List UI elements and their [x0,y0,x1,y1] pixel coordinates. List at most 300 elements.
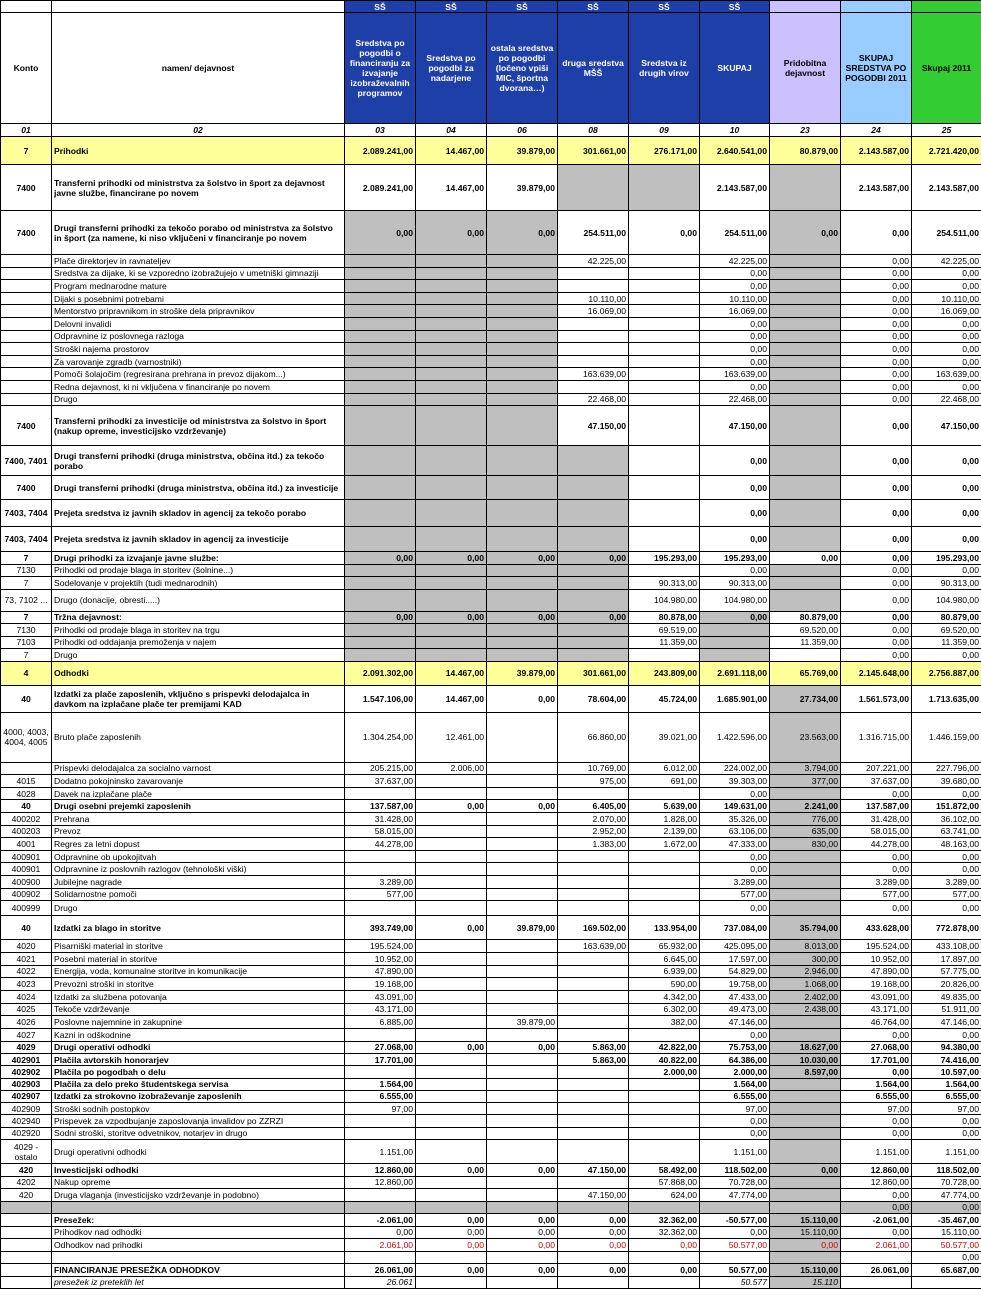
amount-cell: 19.758,00 [700,978,770,991]
amount-cell: 10.030,00 [770,1053,841,1065]
amount-cell [487,863,558,876]
amount-cell [770,380,841,393]
amount-cell [770,527,841,552]
amount-cell: 47.774,00 [700,1189,770,1202]
table-row [1,965,981,978]
amount-cell: 195.293,00 [629,552,700,565]
amount-cell: 0,00 [912,330,981,343]
amount-cell: 195.293,00 [912,552,981,565]
amount-cell: 80.879,00 [770,611,841,624]
amount-cell: 69.519,00 [629,624,700,637]
amount-cell: 195.293,00 [700,552,770,565]
amount-cell: 50.577 [700,1276,770,1289]
amount-cell: 10.110,00 [558,292,629,305]
description-cell: Prispevki delodajalca za socialno varnost [52,762,345,775]
amount-cell: 37.637,00 [841,775,912,788]
table-row [1,978,981,991]
amount-cell: 45.724,00 [629,685,700,712]
amount-cell: 6.885,00 [345,1016,416,1029]
description-cell: Izdatki za strokovno izobraževanje zaposlenih [52,1090,345,1102]
table-row [1,1276,981,1289]
amount-cell: 43.171,00 [841,1003,912,1016]
konto-cell: 4024 [1,990,52,1003]
amount-cell [487,280,558,293]
amount-cell [416,1016,487,1029]
amount-cell: 2.061,00 [841,1239,912,1252]
amount-cell: 12.860,00 [841,1176,912,1189]
amount-cell: 1.564,00 [345,1078,416,1090]
amount-cell [629,393,700,406]
amount-cell: 0,00 [841,1066,912,1078]
amount-cell: 0,00 [912,267,981,280]
amount-cell: 94.380,00 [912,1041,981,1053]
amount-cell: 2.946,00 [770,965,841,978]
amount-cell [700,1201,770,1214]
amount-cell: 66.860,00 [558,712,629,762]
amount-cell: 58.015,00 [345,825,416,838]
amount-cell [629,1115,700,1127]
amount-cell [416,1201,487,1214]
amount-cell: 195.524,00 [841,940,912,953]
amount-cell [345,649,416,662]
amount-cell [416,813,487,826]
amount-cell: 5.863,00 [558,1053,629,1065]
table-row [1,1201,981,1214]
table-row [1,564,981,577]
amount-cell: 19.168,00 [345,978,416,991]
amount-cell: 10.110,00 [912,292,981,305]
amount-cell [629,888,700,901]
amount-cell [416,446,487,476]
amount-cell [416,875,487,888]
amount-cell: 47.150,00 [912,406,981,446]
amount-cell: 1.068,00 [770,978,841,991]
amount-cell [629,165,700,211]
table-row [1,1090,981,1102]
konto-cell [1,1276,52,1289]
table-row [1,380,981,393]
amount-cell: 0,00 [841,500,912,527]
description-cell: Sodni stroški, storitve odvetnikov, notarjev in drugo [52,1127,345,1139]
table-row [1,813,981,826]
amount-cell [558,990,629,1003]
amount-cell: 54.829,00 [700,965,770,978]
description-cell: Stroški najema prostorov [52,343,345,356]
amount-cell [416,1003,487,1016]
amount-cell [558,1103,629,1115]
amount-cell: 0,00 [416,211,487,255]
description-cell: Davek na izplačane plače [52,787,345,800]
amount-cell: 0,00 [841,343,912,356]
amount-cell [558,527,629,552]
amount-cell [487,343,558,356]
amount-cell [558,888,629,901]
table-row [1,775,981,788]
amount-cell: 0,00 [629,1264,700,1277]
description-cell: Poslovne najemnine in zakupnine [52,1016,345,1029]
amount-cell [416,355,487,368]
konto-cell [1,255,52,268]
amount-cell [487,775,558,788]
amount-cell [487,940,558,953]
amount-cell: 0,00 [912,446,981,476]
amount-cell: 0,00 [487,611,558,624]
amount-cell [487,624,558,637]
konto-cell: 7403, 7404 [1,500,52,527]
amount-cell: 39.879,00 [487,916,558,940]
amount-cell [629,305,700,318]
column-number: 02 [52,124,345,137]
amount-cell: 47.146,00 [700,1016,770,1029]
amount-cell: 43.171,00 [345,1003,416,1016]
amount-cell: 104.980,00 [912,589,981,611]
amount-cell: 0,00 [841,368,912,381]
amount-cell [416,850,487,863]
amount-cell: 0,00 [912,564,981,577]
description-cell: Posebni material in storitve [52,952,345,965]
konto-cell: 7400 [1,165,52,211]
amount-cell [558,636,629,649]
description-cell: Prevozni stroški in storitve [52,978,345,991]
amount-cell: 0,00 [700,1028,770,1041]
amount-cell: 0,00 [912,1251,981,1264]
amount-cell [416,330,487,343]
amount-cell: 1.151,00 [841,1140,912,1164]
amount-cell: 0,00 [841,406,912,446]
konto-cell [1,267,52,280]
amount-cell: 118.502,00 [700,1164,770,1177]
amount-cell [416,775,487,788]
table-row [1,1078,981,1090]
amount-cell [629,330,700,343]
amount-cell: 301.661,00 [558,661,629,685]
amount-cell [416,564,487,577]
amount-cell: 300,00 [770,952,841,965]
amount-cell [487,1003,558,1016]
amount-cell [558,1201,629,1214]
amount-cell [770,476,841,500]
amount-cell: 1.828,00 [629,813,700,826]
amount-cell: 3.289,00 [700,875,770,888]
amount-cell: 151.872,00 [912,800,981,813]
description-cell: Investicijski odhodki [52,1164,345,1177]
table-row [1,137,981,165]
amount-cell [700,649,770,662]
konto-cell: 7 [1,611,52,624]
konto-cell: 402901 [1,1053,52,1065]
amount-cell: 23.563,00 [770,712,841,762]
amount-cell [416,965,487,978]
amount-cell: 0,00 [700,343,770,356]
amount-cell [558,343,629,356]
amount-cell: 137.587,00 [345,800,416,813]
amount-cell: 0,00 [345,611,416,624]
amount-cell [558,1090,629,1102]
amount-cell: 0,00 [841,280,912,293]
amount-cell: 2.438,00 [770,1003,841,1016]
table-row [1,1003,981,1016]
amount-cell [770,1251,841,1264]
amount-cell: 2.952,00 [558,825,629,838]
amount-cell [770,355,841,368]
amount-cell [487,1189,558,1202]
amount-cell [416,888,487,901]
amount-cell [345,393,416,406]
amount-cell [416,940,487,953]
amount-cell: 22.468,00 [558,393,629,406]
amount-cell: 15.110 [770,1276,841,1289]
amount-cell [770,787,841,800]
amount-cell: 0,00 [841,1226,912,1239]
amount-cell: 18.627,00 [770,1041,841,1053]
amount-cell [770,446,841,476]
amount-cell: 80.878,00 [629,611,700,624]
amount-cell: 2.756.887,00 [912,661,981,685]
table-row [1,355,981,368]
amount-cell [629,787,700,800]
amount-cell: 17.701,00 [345,1053,416,1065]
amount-cell: 0,00 [912,863,981,876]
amount-cell: 1.564,00 [700,1078,770,1090]
description-cell: Drugi transferni prihodki (druga ministrstva, občina itd.) za investicije [52,476,345,500]
description-cell: Sodelovanje v projektih (tudi mednarodnih) [52,577,345,590]
description-cell: Sredstva za dijake, ki se vzporedno izobražujejo v umetniški gimnaziji [52,267,345,280]
amount-cell: 11.359,00 [629,636,700,649]
description-cell: Pisarniški material in storitve [52,940,345,953]
amount-cell [487,1103,558,1115]
amount-cell [629,317,700,330]
table-row [1,1127,981,1139]
amount-cell: 2.089.241,00 [345,165,416,211]
amount-cell [416,1115,487,1127]
amount-cell: 1.446.159,00 [912,712,981,762]
amount-cell [629,1201,700,1214]
amount-cell: 0,00 [841,901,912,916]
amount-cell: 0,00 [700,355,770,368]
amount-cell: 0,00 [912,1028,981,1041]
table-row [1,916,981,940]
amount-cell: 14.467,00 [416,685,487,712]
table-row [1,875,981,888]
amount-cell: 97,00 [841,1103,912,1115]
header-top-skupaj [912,1,981,13]
amount-cell [629,343,700,356]
konto-cell: 4000, 4003, 4004, 4005 [1,712,52,762]
amount-cell [629,1127,700,1139]
column-number: 25 [912,124,981,137]
description-cell: Redna dejavnost, ki ni vključena v financiranje po novem [52,380,345,393]
amount-cell: 6.012,00 [629,762,700,775]
amount-cell [416,636,487,649]
amount-cell [345,1115,416,1127]
amount-cell [487,1201,558,1214]
amount-cell: 47.333,00 [700,838,770,851]
amount-cell [487,825,558,838]
amount-cell: 65.687,00 [912,1264,981,1277]
description-cell: Drugi transferni prihodki za tekočo porabo od ministrstva za šolstvo in šport (za namene, ki niso vključeni v financiranje po novem [52,211,345,255]
amount-cell: 39.879,00 [487,165,558,211]
amount-cell [345,330,416,343]
description-cell: Prihodkov nad odhodki [52,1226,345,1239]
amount-cell: 0,00 [416,1239,487,1252]
amount-cell [487,901,558,916]
konto-cell: 4026 [1,1016,52,1029]
amount-cell [345,787,416,800]
amount-cell [841,1251,912,1264]
amount-cell [700,624,770,637]
column-number: 06 [487,124,558,137]
table-row [1,393,981,406]
table-row [1,685,981,712]
amount-cell [770,292,841,305]
amount-cell [558,589,629,611]
amount-cell [416,624,487,637]
amount-cell [416,280,487,293]
amount-cell: 5.863,00 [558,1041,629,1053]
amount-cell [487,990,558,1003]
header-top-ss: SŠ [345,1,416,13]
amount-cell [770,888,841,901]
amount-cell: 1.685.901,00 [700,685,770,712]
amount-cell: 0,00 [841,1115,912,1127]
amount-cell: 0,00 [558,611,629,624]
description-cell: Kazni in odškodnine [52,1028,345,1041]
description-cell: FINANCIRANJE PRESEŽKA ODHODKOV [52,1264,345,1277]
amount-cell [558,1003,629,1016]
description-cell: Prihodki od prodaje blaga in storitev (šolnine...) [52,564,345,577]
table-row [1,888,981,901]
amount-cell [487,649,558,662]
amount-cell: 50.577,00 [700,1239,770,1252]
amount-cell [416,863,487,876]
konto-cell [1,305,52,318]
amount-cell: 0,00 [416,1264,487,1277]
description-cell [52,1251,345,1264]
amount-cell [345,577,416,590]
amount-cell: 195.524,00 [345,940,416,953]
amount-cell: 0,00 [841,564,912,577]
amount-cell [416,990,487,1003]
amount-cell [345,589,416,611]
column-header-namen: namen/ dejavnost [52,13,345,124]
amount-cell: 0,00 [416,552,487,565]
amount-cell [416,1176,487,1189]
amount-cell: 2.000,00 [700,1066,770,1078]
table-row [1,1016,981,1029]
amount-cell [770,564,841,577]
amount-cell: 1.561.573,00 [841,685,912,712]
description-cell: Plače direktorjev in ravnateljev [52,255,345,268]
amount-cell: 0,00 [487,1214,558,1227]
amount-cell [558,1115,629,1127]
amount-cell: 10.952,00 [345,952,416,965]
amount-cell: 0,00 [841,1189,912,1202]
amount-cell: 0,00 [558,1226,629,1239]
amount-cell: 90.313,00 [629,577,700,590]
amount-cell [487,1028,558,1041]
amount-cell: 133.954,00 [629,916,700,940]
amount-cell: 0,00 [912,500,981,527]
amount-cell [416,787,487,800]
amount-cell: 2.143.587,00 [700,165,770,211]
amount-cell [416,1103,487,1115]
amount-cell [416,368,487,381]
table-row [1,990,981,1003]
amount-cell: 47.890,00 [345,965,416,978]
description-cell: Prevoz [52,825,345,838]
amount-cell: 47.774,00 [912,1189,981,1202]
amount-cell [345,292,416,305]
amount-cell: 2.143.587,00 [912,165,981,211]
amount-cell: 12.461,00 [416,712,487,762]
amount-cell: 48.163,00 [912,838,981,851]
description-cell: Pomoči šolajočim (regresirana prehrana in prevoz dijakom...) [52,368,345,381]
amount-cell [487,527,558,552]
amount-cell: 577,00 [841,888,912,901]
konto-cell [1,1251,52,1264]
konto-cell: 420 [1,1189,52,1202]
amount-cell [487,813,558,826]
amount-cell [770,1103,841,1115]
header-top-ss: SŠ [558,1,629,13]
amount-cell: 14.467,00 [416,137,487,165]
description-cell: Odpravnine iz poslovnih razlogov (tehnološki viški) [52,863,345,876]
konto-cell [1,393,52,406]
amount-cell: 1.151,00 [345,1140,416,1164]
amount-cell [416,292,487,305]
description-cell: Drugi transferni prihodki (druga ministrstva, občina itd.) za tekočo porabo [52,446,345,476]
amount-cell: 224.002,00 [700,762,770,775]
amount-cell: 0,00 [487,552,558,565]
amount-cell: 47.150,00 [558,1164,629,1177]
amount-cell: 0,00 [841,787,912,800]
description-cell: Transferni prihodki od ministrstva za šolstvo in šport za dejavnost javne službe, financirane po novem [52,165,345,211]
amount-cell: 0,00 [629,1239,700,1252]
amount-cell [558,1028,629,1041]
amount-cell: 47.433,00 [700,990,770,1003]
konto-cell: 7400 [1,476,52,500]
column-number: 23 [770,124,841,137]
amount-cell [558,380,629,393]
column-number: 09 [629,124,700,137]
amount-cell [841,1276,912,1289]
konto-cell: 402909 [1,1103,52,1115]
amount-cell: 15.110,00 [770,1264,841,1277]
amount-cell: 26.061 [345,1276,416,1289]
amount-cell: 3.289,00 [912,875,981,888]
amount-cell: 2.006,00 [416,762,487,775]
konto-cell: 7 [1,649,52,662]
amount-cell [770,1028,841,1041]
amount-cell [487,1090,558,1102]
amount-cell [558,1127,629,1139]
amount-cell: 16.069,00 [912,305,981,318]
amount-cell [345,355,416,368]
description-cell: Drugi prihodki za izvajanje javne službe: [52,552,345,565]
amount-cell [770,1176,841,1189]
konto-cell: 7400 [1,406,52,446]
amount-cell: 64.386,00 [700,1053,770,1065]
amount-cell: 0,00 [700,500,770,527]
amount-cell [629,1090,700,1102]
description-cell: Prihodki od oddajanja premoženja v najem [52,636,345,649]
amount-cell [558,500,629,527]
table-row [1,1176,981,1189]
description-cell: Tržna dejavnost: [52,611,345,624]
amount-cell [770,280,841,293]
amount-cell: 42.822,00 [629,1041,700,1053]
amount-cell [416,952,487,965]
